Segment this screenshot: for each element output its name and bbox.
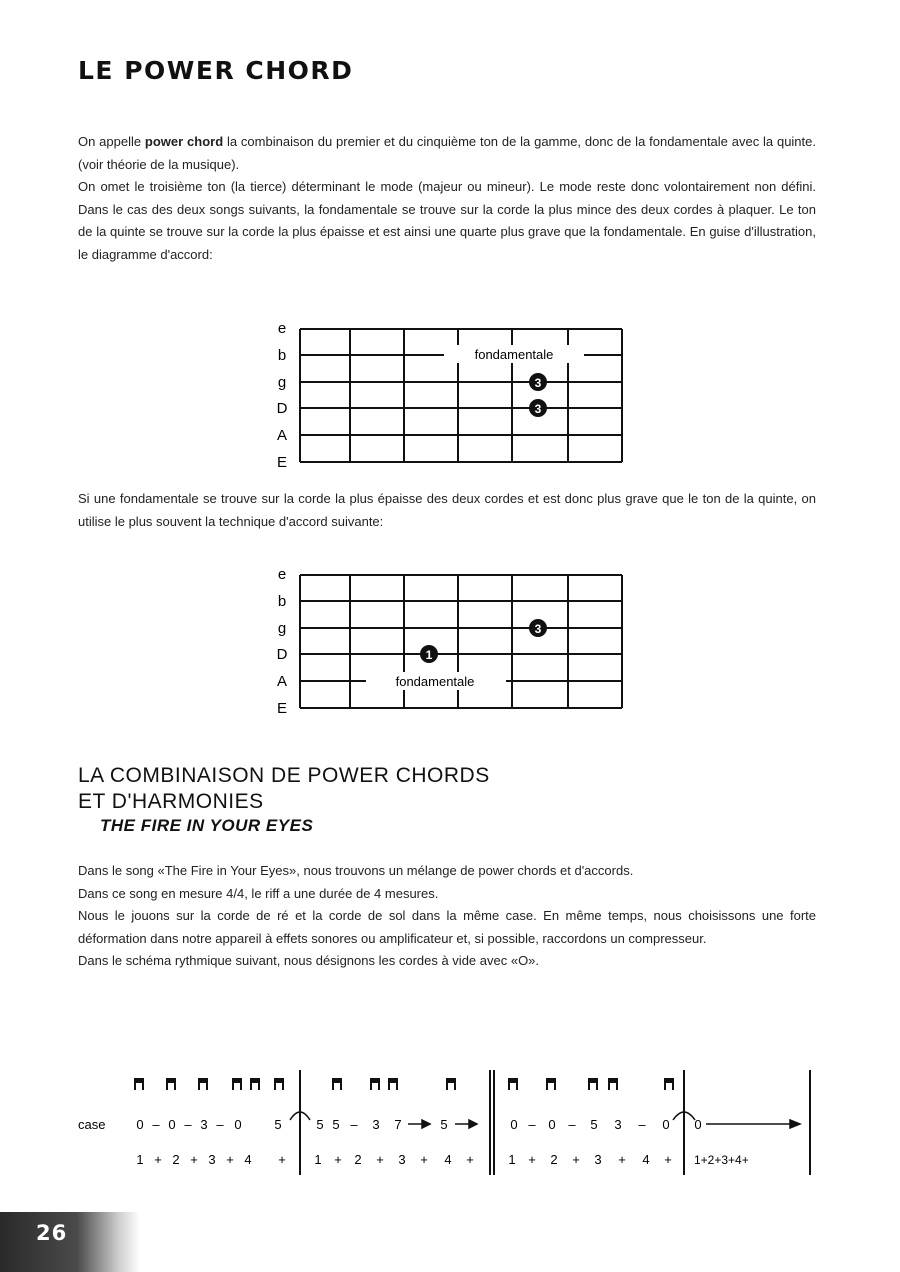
finger-number: 3 [534, 376, 542, 390]
fret-number: 0 [548, 1117, 556, 1132]
string-label-b: b [277, 347, 287, 364]
fret-number: 0 [234, 1117, 242, 1132]
song-paragraph-3: Nous le jouons sur la corde de ré et la corde de sol dans la même case. En même temps, nous choisissons une forte déformation dans notre appareil à effets sonores ou amplificateur et, si possible, raccordons un compresseur. [78, 908, 816, 946]
string-label-b: b [277, 593, 287, 610]
count-full-measure: 1+2+3+4+ [694, 1153, 749, 1167]
count-and: + [420, 1152, 428, 1167]
string-label-g: g [277, 620, 287, 637]
intro-paragraph [78, 131, 816, 266]
count-and: + [466, 1152, 474, 1167]
fret-number: 0 [136, 1117, 144, 1132]
count-and: + [376, 1152, 384, 1167]
count-beat: 3 [398, 1152, 406, 1167]
fret-separator: – [350, 1117, 358, 1132]
intro-text-start: On appelle [78, 134, 145, 149]
section-title-line-1: LA COMBINAISON DE POWER CHORDS [78, 764, 490, 787]
count-beat: 2 [550, 1152, 558, 1167]
song-paragraph-4: Dans le schéma rythmique suivant, nous désignons les cordes à vide avec «O». [78, 953, 540, 968]
intro-text-end: la combinaison du premier et du cinquième ton de la gamme, donc de la fondamentale avec la quinte. (voir théorie de la musique). [78, 134, 816, 172]
chord-diagram-2 [262, 562, 632, 722]
section-title-line-2: ET D'HARMONIES [78, 790, 264, 813]
fondamentale-label: fondamentale [395, 674, 475, 689]
string-label-A: A [276, 427, 288, 444]
string-label-D: D [276, 646, 288, 663]
fret-separator: – [528, 1117, 536, 1132]
downstroke-symbols [134, 1078, 674, 1090]
fret-separator: – [184, 1117, 192, 1132]
fret-number: 5 [590, 1117, 598, 1132]
chord-diagram-1 [262, 316, 632, 476]
page-number-tab [0, 1212, 140, 1272]
count-and: + [278, 1152, 286, 1167]
string-label-e: e [277, 566, 287, 583]
fondamentale-label: fondamentale [474, 347, 554, 362]
page-number: 26 [36, 1221, 68, 1245]
count-and: + [190, 1152, 198, 1167]
string-label-E: E [276, 700, 288, 717]
fret-number: 3 [200, 1117, 208, 1132]
string-label-A: A [276, 673, 288, 690]
intro-text-second: On omet le troisième ton (la tierce) déterminant le mode (majeur ou mineur). Le mode reste donc volontairement non défini. Dans le cas des deux songs suivants, la fondamentale se trouve sur la corde la plus mince des deux cordes à plaquer. Le ton de la quinte se trouve sur la corde la plus épaisse et est ainsi une quarte plus grave que la fondamentale. En guise d'illustration, le diagramme d'accord: [78, 179, 816, 262]
middle-paragraph: Si une fondamentale se trouve sur la corde la plus épaisse des deux cordes et est donc plus grave que le ton de la quinte, on utilise le plus souvent la technique d'accord suivante: [78, 491, 816, 529]
string-label-D: D [276, 400, 288, 417]
count-beat: 3 [594, 1152, 602, 1167]
finger-number: 3 [534, 622, 542, 636]
fret-separator: – [152, 1117, 160, 1132]
fret-number: 0 [694, 1117, 702, 1132]
count-and: + [618, 1152, 626, 1167]
count-and: + [664, 1152, 672, 1167]
string-label-g: g [277, 374, 287, 391]
fret-number: 5 [440, 1117, 448, 1132]
finger-number: 1 [425, 648, 433, 662]
song-description [78, 860, 816, 973]
fret-number: 5 [316, 1117, 324, 1132]
song-paragraph-2: Dans ce song en mesure 4/4, le riff a une durée de 4 mesures. [78, 885, 439, 901]
page-title: LE POWER CHORD [78, 56, 354, 85]
fret-separator: – [216, 1117, 224, 1132]
count-beat: 4 [642, 1152, 650, 1167]
count-and: + [154, 1152, 162, 1167]
count-and: + [226, 1152, 234, 1167]
fret-number: 0 [168, 1117, 176, 1132]
fret-number: 3 [614, 1117, 622, 1132]
count-beat: 4 [444, 1152, 452, 1167]
count-beat: 1 [136, 1152, 144, 1167]
song-title: THE FIRE IN YOUR EYES [100, 816, 314, 835]
string-label-e: e [277, 320, 287, 337]
count-and: + [572, 1152, 580, 1167]
rhythm-scheme [70, 1060, 830, 1185]
case-label: case [78, 1117, 106, 1132]
count-and: + [334, 1152, 342, 1167]
finger-number: 3 [534, 402, 542, 416]
slide-arrows [408, 1120, 800, 1128]
count-beat: 2 [354, 1152, 362, 1167]
section-title [78, 763, 490, 815]
power-chord-term: power chord [144, 134, 224, 149]
string-label-E: E [276, 454, 288, 471]
fret-separator: – [568, 1117, 576, 1132]
count-and: + [528, 1152, 536, 1167]
count-beat: 1 [508, 1152, 516, 1167]
fret-number: 0 [510, 1117, 518, 1132]
fret-number: 0 [662, 1117, 670, 1132]
count-beat: 1 [314, 1152, 322, 1167]
count-beat: 4 [244, 1152, 252, 1167]
song-paragraph-1: Dans le song «The Fire in Your Eyes», nous trouvons un mélange de power chords et d'accords. [78, 863, 634, 878]
fret-number: 7 [394, 1117, 402, 1132]
count-beat: 2 [172, 1152, 180, 1167]
fret-separator: – [638, 1117, 646, 1132]
fret-number: 5 [332, 1117, 340, 1132]
fret-number: 3 [372, 1117, 380, 1132]
count-beat: 3 [208, 1152, 216, 1167]
fret-number: 5 [274, 1117, 282, 1132]
